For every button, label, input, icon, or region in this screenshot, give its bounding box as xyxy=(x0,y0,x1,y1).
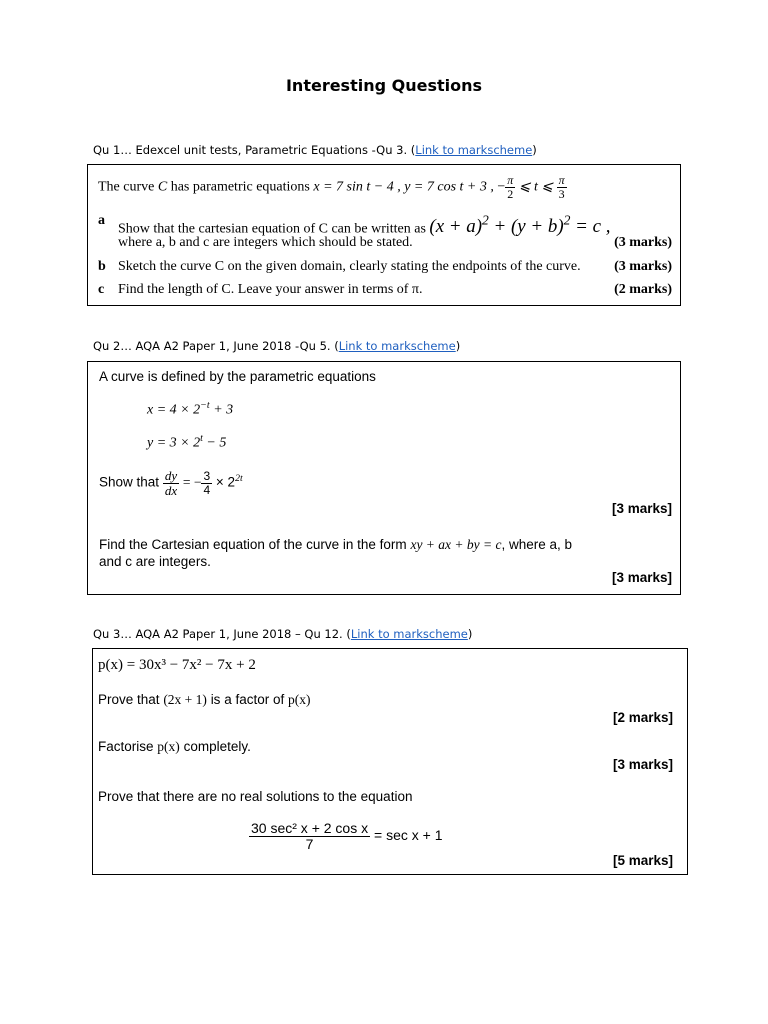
q3-box xyxy=(92,648,688,875)
q2-box xyxy=(87,361,681,595)
q2-eq-x-tail: + 3 xyxy=(209,402,234,418)
q2-dydx xyxy=(163,469,179,497)
q1-domain-mid: ⩽ t ⩽ xyxy=(518,179,554,195)
q3-equation xyxy=(249,821,442,851)
q3-marks-3: [5 marks] xyxy=(612,853,673,868)
q3-prove1 xyxy=(98,692,311,708)
q1-intro-mid: has parametric equations xyxy=(170,179,310,195)
q2-find-a: Find the Cartesian equation of the curve in the form xyxy=(99,537,407,552)
q3-prove1-a: Prove that xyxy=(98,692,160,707)
q2-eq-y-base: y = 3 × 2 xyxy=(147,435,201,451)
q1-pi-over-3 xyxy=(557,174,567,200)
q2-heading-end: ) xyxy=(455,339,461,353)
q1-domain-minus: − xyxy=(497,179,506,195)
q3-poly: p(x) = 30x³ − 7x² − 7x + 2 xyxy=(98,657,256,673)
q1-frac-num-2: π xyxy=(558,173,565,187)
q2-three-quarters xyxy=(201,470,212,496)
q1-frac-den: 2 xyxy=(507,186,514,201)
q1-heading-end: ) xyxy=(532,143,537,157)
q3-factorise-b: p(x) xyxy=(157,739,180,754)
q2-marks-2: [3 marks] xyxy=(611,570,672,585)
q1-heading-text: Qu 1… Edexcel unit tests, Parametric Equations -Qu 3. ( xyxy=(93,143,416,157)
q2-eq-x-base: x = 4 × 2 xyxy=(147,402,201,418)
q1c-marks: (2 marks) xyxy=(614,282,672,297)
q2-four: 4 xyxy=(203,482,211,497)
q3-factorise-a: Factorise xyxy=(98,739,154,754)
q2-show-that xyxy=(99,469,243,497)
q2-markscheme-link[interactable]: Link to markscheme xyxy=(338,339,456,353)
q3-heading-text: Qu 3… AQA A2 Paper 1, June 2018 – Qu 12. ( xyxy=(93,627,351,641)
q3-eq-den: 7 xyxy=(305,835,314,852)
q2-three: 3 xyxy=(203,469,211,484)
q1a-eq xyxy=(429,213,611,238)
q2-eq-x xyxy=(147,400,233,419)
q3-eq-frac xyxy=(249,821,370,851)
q1c-label: c xyxy=(98,282,105,297)
q2-intro: A curve is defined by the parametric equations xyxy=(99,369,376,384)
q3-prove2: Prove that there are no real solutions to the equation xyxy=(98,789,413,804)
q1-pi-over-2 xyxy=(505,174,515,200)
q3-heading-end: ) xyxy=(467,627,473,641)
q2-times: × 2 xyxy=(215,474,236,490)
q2-find-line1 xyxy=(99,537,572,553)
q1b-label: b xyxy=(98,259,106,274)
q1-intro xyxy=(98,174,567,200)
q3-prove1-c: is a factor of xyxy=(210,692,285,707)
q3-eq-num: 30 sec² x + 2 cos x xyxy=(251,820,369,836)
page-title: Interesting Questions xyxy=(285,76,483,95)
q2-exp2t: 2t xyxy=(235,473,243,485)
q1c-text: Find the length of C. Leave your answer in terms of π. xyxy=(118,282,423,297)
q1a-text-main: Show that the cartesian equation of C can be written as xyxy=(118,221,426,237)
q1a-eq-p1: (x + a) xyxy=(429,216,483,238)
q3-marks-1: [2 marks] xyxy=(612,710,673,725)
q1-frac-num: π xyxy=(507,173,514,187)
q1a-marks: (3 marks) xyxy=(614,235,672,250)
q3-eq-rhs: = sec x + 1 xyxy=(374,826,443,843)
q3-prove1-b: (2x + 1) xyxy=(163,692,207,707)
q1a-label: a xyxy=(98,213,105,228)
q2-eq-sign: = − xyxy=(182,474,202,490)
q2-find-b: , where a, b xyxy=(501,537,573,552)
q2-marks-1: [3 marks] xyxy=(611,501,672,516)
q2-dx: dx xyxy=(164,482,178,498)
q1-eq-x: x = 7 sin t − 4 , xyxy=(313,179,401,195)
q1-frac-den-2: 3 xyxy=(558,186,565,201)
q1b-marks: (3 marks) xyxy=(614,259,672,274)
q1a-eq-sq2: 2 xyxy=(563,213,571,228)
q2-dy: dy xyxy=(164,468,178,483)
q3-markscheme-link[interactable]: Link to markscheme xyxy=(350,627,468,641)
q2-find-form: xy + ax + by = c xyxy=(410,537,502,552)
q3-factorise-c: completely. xyxy=(183,739,251,754)
q2-heading xyxy=(93,339,460,353)
q1a-eq-p3: = c , xyxy=(570,216,611,238)
q1-heading xyxy=(93,143,537,157)
q3-marks-2: [3 marks] xyxy=(612,757,673,772)
q2-show-that-label: Show that xyxy=(99,474,160,490)
q2-eq-y-exp: t xyxy=(200,433,203,444)
q2-eq-y xyxy=(147,433,226,452)
q2-eq-y-tail: − 5 xyxy=(202,435,227,451)
q1b-text: Sketch the curve C on the given domain, clearly stating the endpoints of the curve. xyxy=(118,259,581,274)
q1a-text2: where a, b and c are integers which should be stated. xyxy=(118,235,413,250)
q1-markscheme-link[interactable]: Link to markscheme xyxy=(415,143,533,157)
q1-intro-prefix: The curve xyxy=(98,179,155,195)
q1a-eq-p2: + (y + b) xyxy=(488,216,564,238)
q2-eq-x-exp: −t xyxy=(200,400,210,411)
q1-eq-y: y = 7 cos t + 3 , xyxy=(404,179,494,195)
q3-heading xyxy=(93,627,472,641)
q2-find-line2: and c are integers. xyxy=(99,554,211,569)
q1a-eq-sq1: 2 xyxy=(482,213,489,228)
q2-heading-text: Qu 2… AQA A2 Paper 1, June 2018 -Qu 5. ( xyxy=(93,339,339,353)
q1-intro-curve: C xyxy=(157,179,168,195)
q3-prove1-d: p(x) xyxy=(288,692,311,707)
q3-factorise xyxy=(98,739,251,755)
q1-box xyxy=(87,164,681,306)
